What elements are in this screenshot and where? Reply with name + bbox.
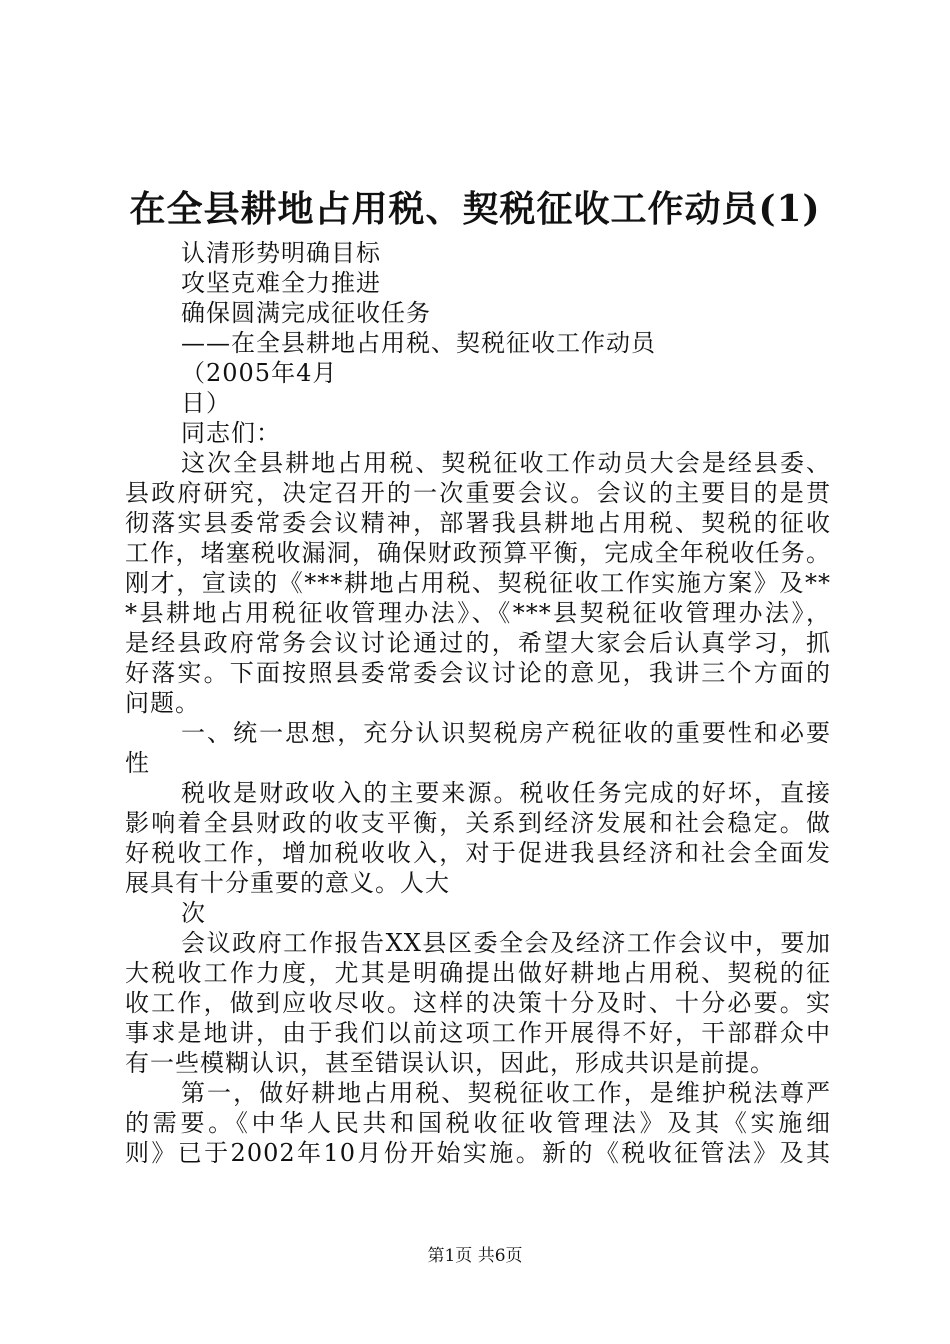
body-line: 的需要。《中华人民共和国税收征收管理法》及其《实施细 — [125, 1109, 831, 1137]
document-body — [125, 238, 831, 1168]
body-line: 收工作，做到应收尽收。这样的决策十分及时、十分必要。实 — [125, 989, 831, 1017]
body-line: （2005年4月 — [181, 359, 338, 387]
body-line: 第一，做好耕地占用税、契税征收工作，是维护税法尊严 — [181, 1079, 831, 1107]
body-line: 攻坚克难全力推进 — [181, 269, 381, 297]
body-line: 是经县政府常务会议讨论通过的，希望大家会后认真学习，抓 — [125, 629, 831, 657]
body-line: 工作，堵塞税收漏洞，确保财政预算平衡，完成全年税收任务。 — [125, 539, 831, 567]
body-line: 次 — [181, 899, 206, 927]
body-line: 确保圆满完成征收任务 — [181, 299, 431, 327]
body-line: 事求是地讲，由于我们以前这项工作开展得不好，干部群众中 — [125, 1019, 831, 1047]
body-line: 一、统一思想，充分认识契税房产税征收的重要性和必要 — [181, 719, 831, 747]
body-line: 县政府研究，决定召开的一次重要会议。会议的主要目的是贯 — [125, 479, 831, 507]
body-line: 税收是财政收入的主要来源。税收任务完成的好坏，直接 — [181, 779, 831, 807]
body-line: 则》已于2002年10月份开始实施。新的《税收征管法》及其 — [125, 1139, 831, 1167]
body-line: 好落实。下面按照县委常委会议讨论的意见，我讲三个方面的 — [125, 659, 831, 687]
body-line: 有一些模糊认识，甚至错误认识，因此，形成共识是前提。 — [125, 1049, 775, 1077]
body-line: 影响着全县财政的收支平衡，关系到经济发展和社会稳定。做 — [125, 809, 831, 837]
body-line: 性 — [125, 749, 150, 777]
document-title: 在全县耕地占用税、契税征收工作动员(1) — [129, 188, 821, 230]
body-line: 认清形势明确目标 — [181, 239, 381, 267]
body-line: 同志们： — [181, 419, 281, 447]
body-line: 刚才，宣读的《***耕地占用税、契税征收工作实施方案》及** — [125, 569, 831, 597]
body-line: *县耕地占用税征收管理办法》、《***县契税征收管理办法》， — [125, 599, 831, 627]
body-line: ——在全县耕地占用税、契税征收工作动员 — [181, 329, 656, 357]
body-line: 彻落实县委常委会议精神，部署我县耕地占用税、契税的征收 — [125, 509, 831, 537]
body-line: 会议政府工作报告XX县区委全会及经济工作会议中，要加 — [181, 929, 831, 957]
body-line: 这次全县耕地占用税、契税征收工作动员大会是经县委、 — [181, 449, 831, 477]
body-line: 日） — [181, 389, 231, 417]
body-line: 展具有十分重要的意义。人大 — [125, 869, 450, 897]
body-line: 好税收工作，增加税收收入，对于促进我县经济和社会全面发 — [125, 839, 831, 867]
body-line: 大税收工作力度，尤其是明确提出做好耕地占用税、契税的征 — [125, 959, 831, 987]
body-line: 问题。 — [125, 689, 200, 717]
page-number: 第1页 共6页 — [427, 1246, 523, 1266]
